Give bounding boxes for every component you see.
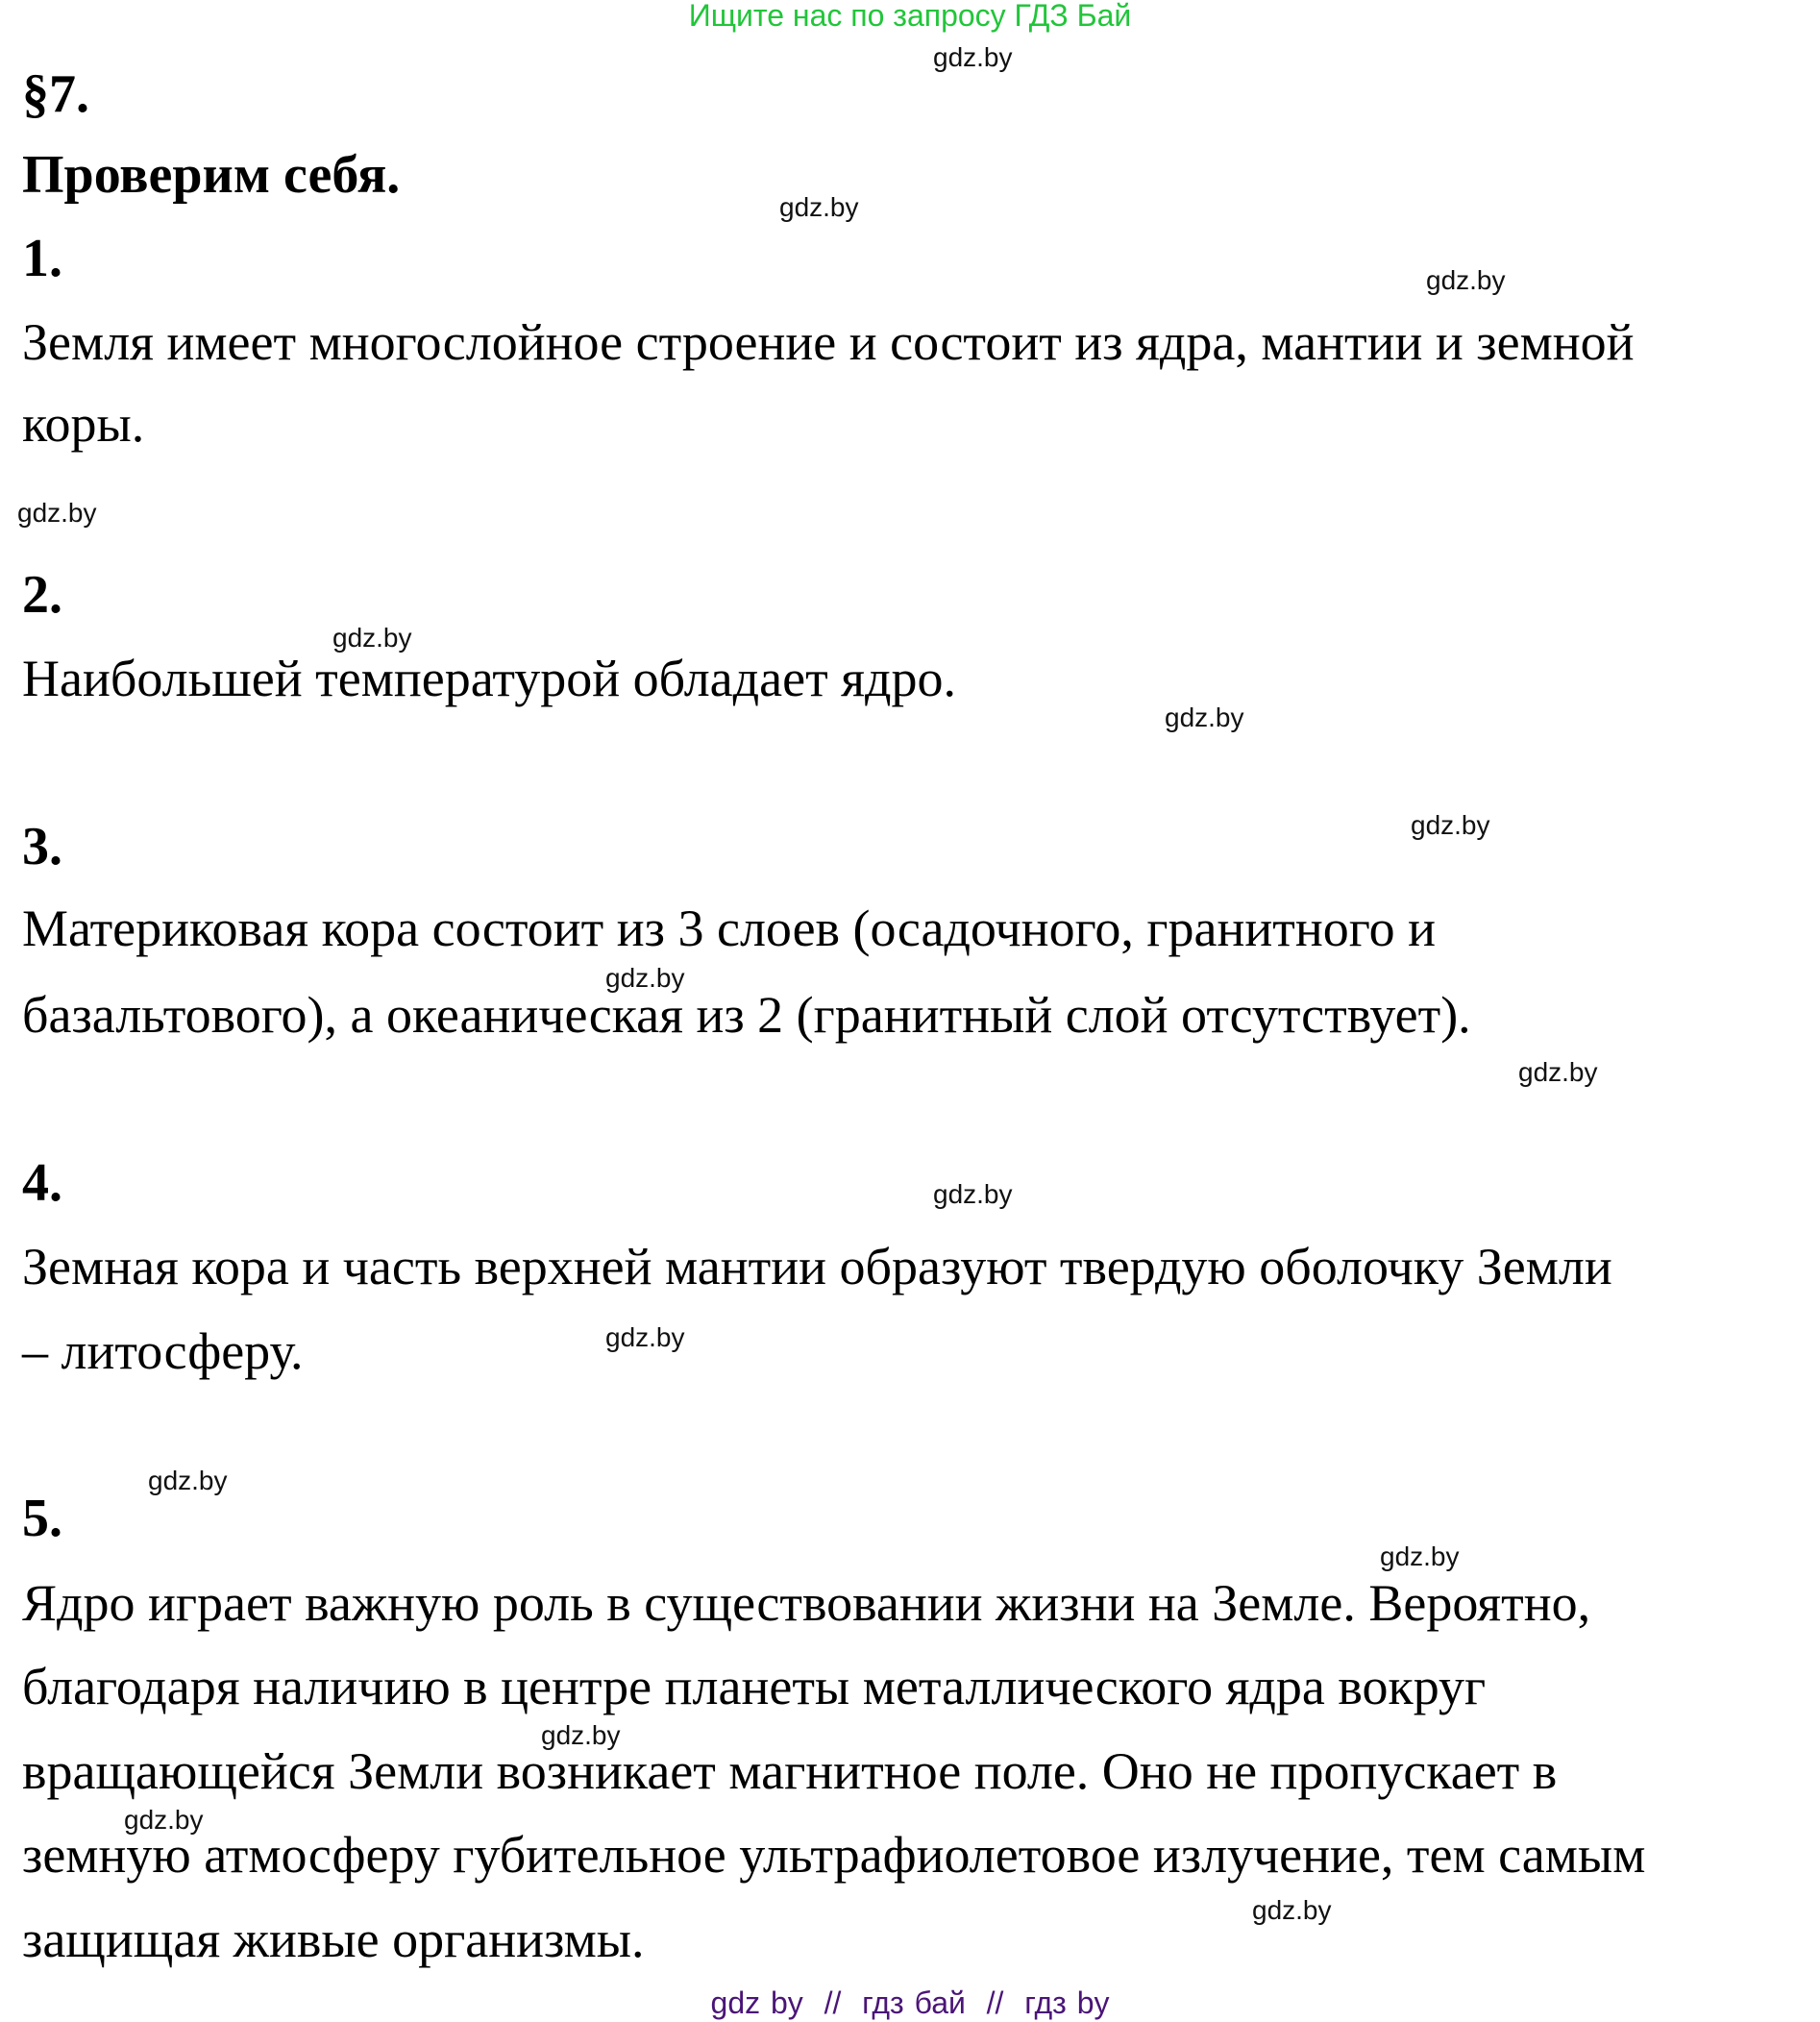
watermark: gdz.by [148,1466,228,1495]
answer-text-line: Материковая кора состоит из 3 слоев (осадочного, гранитного и [22,900,1436,957]
answer-text-line: коры. [22,395,145,453]
answer-text-line: защищая живые организмы. [22,1911,645,1968]
watermark: gdz.by [779,192,859,222]
footer-text: gdz by // гдз бай // гдз by [710,1985,1110,2020]
watermark: gdz.by [933,1179,1013,1209]
watermark: gdz.by [1165,703,1244,732]
answer-number: 3. [22,817,62,876]
watermark: gdz.by [124,1805,204,1835]
answer-text-line: – литосферу. [22,1322,304,1380]
answer-text-line: базальтового), а океаническая из 2 (гранитный слой отсутствует). [22,986,1471,1044]
answer-text-line: Наибольшей температурой обладает ядро. [22,650,956,707]
page-title: Проверим себя. [22,145,401,205]
answer-text-line: благодаря наличию в центре планеты металлического ядра вокруг [22,1658,1487,1715]
answer-number: 4. [22,1153,62,1213]
watermark: gdz.by [605,1322,685,1352]
watermark: gdz.by [933,42,1013,72]
watermark: gdz.by [1518,1057,1598,1087]
watermark: gdz.by [332,623,412,653]
watermark: gdz.by [1252,1895,1332,1925]
answer-text-line: Ядро играет важную роль в существовании жизни на Земле. Вероятно, [22,1574,1591,1632]
footer-links [0,1985,1820,2020]
promo-banner: Ищите нас по запросу ГДЗ Бай [688,0,1132,33]
watermark: gdz.by [17,498,97,528]
answer-number: 1. [22,229,62,288]
watermark: gdz.by [1426,265,1506,295]
watermark: gdz.by [1380,1541,1460,1571]
answer-text-line: вращающейся Земли возникает магнитное поле. Оно не пропускает в [22,1742,1558,1800]
watermark: gdz.by [1411,810,1490,840]
watermark: gdz.by [605,963,685,993]
section-number: §7. [22,64,89,124]
answer-text-line: Земля имеет многослойное строение и состоит из ядра, мантии и земной [22,313,1635,371]
answer-number: 2. [22,565,62,625]
watermark: gdz.by [541,1720,621,1750]
answer-number: 5. [22,1489,62,1548]
answer-text-line: земную атмосферу губительное ультрафиолетовое излучение, тем самым [22,1826,1646,1884]
answer-text-line: Земная кора и часть верхней мантии образуют твердую оболочку Земли [22,1238,1612,1295]
